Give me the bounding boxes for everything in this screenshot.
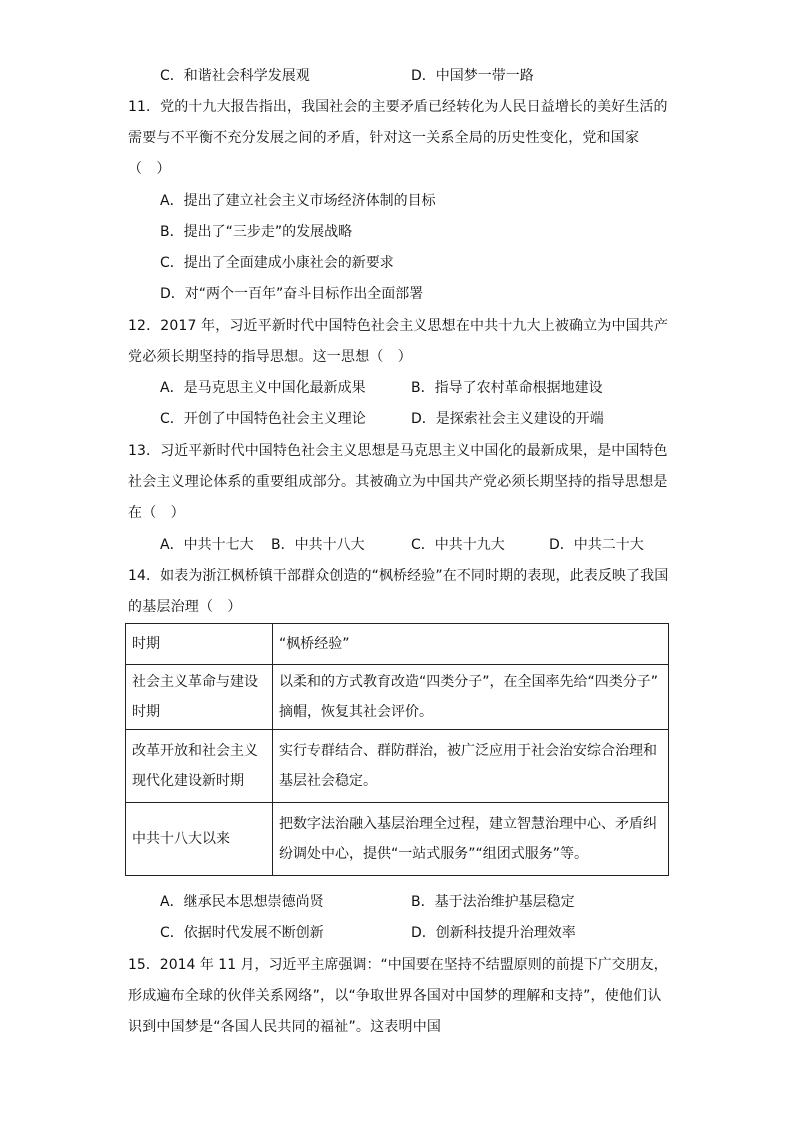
q13-stem-line1: 13．习近平新时代中国特色社会主义思想是马克思主义中国化的最新成果，是中国特色 (128, 443, 668, 459)
period-line: 现代化建设新时期 (132, 773, 244, 789)
content-line: 实行专群结合、群防群治，被广泛应用于社会治安综合治理和 (279, 743, 657, 759)
q14-option-a: A．继承民本思想崇德尚贤 (160, 894, 324, 910)
q12-option-b: B．指导了农村革命根据地建设 (411, 380, 603, 396)
q13-stem-line2: 社会主义理论体系的重要组成部分。其被确立为中国共产党必须长期坚持的指导思想是 (128, 474, 668, 490)
table-cell-content (273, 665, 669, 730)
q11-stem-line2: 需要与不平衡不充分发展之间的矛盾，针对这一关系全局的历史性变化，党和国家 (128, 130, 640, 146)
q14-option-c: C．依据时代发展不断创新 (160, 925, 324, 941)
content-line: 以柔和的方式教育改造“四类分子”，在全国率先给“四类分子” (279, 674, 659, 690)
q10-option-c: C．和谐社会科学发展观 (160, 68, 310, 84)
content-line: 纷调处中心，提供“一站式服务”“组团式服务”等。 (279, 846, 589, 862)
q15-stem-line3: 识到中国梦是“各国人民共同的福祉”。这表明中国 (128, 1019, 442, 1035)
table-header-period: 时期 (126, 624, 273, 665)
q12-stem-line1: 12．2017 年，习近平新时代中国特色社会主义思想在中共十九大上被确立为中国共产 (128, 318, 669, 334)
q11-option-b: B．提出了“三步走”的发展战略 (160, 224, 353, 240)
q12-option-d: D．是探索社会主义建设的开端 (411, 411, 604, 427)
content-line: 把数字法治融入基层治理全过程，建立智慧治理中心、矛盾纠 (279, 816, 657, 832)
q14-stem-line2: 的基层治理（ ） (128, 599, 242, 615)
table-cell-period (126, 730, 273, 803)
q11-option-c: C．提出了全面建成小康社会的新要求 (160, 255, 394, 271)
q13-option-a: A．中共十七大 (160, 537, 254, 553)
period-line: 时期 (132, 704, 160, 720)
q10-option-d: D．中国梦一带一路 (411, 68, 534, 84)
fengqiao-experience-table (125, 623, 669, 876)
q11-option-d: D．对“两个一百年”奋斗目标作出全面部署 (160, 286, 424, 302)
q15-stem-line1: 15．2014 年 11 月，习近平主席强调：“中国要在坚持不结盟原则的前提下广交朋友， (128, 957, 668, 973)
table-cell-content (273, 803, 669, 876)
table-cell-content (273, 730, 669, 803)
q12-option-c: C．开创了中国特色社会主义理论 (160, 411, 366, 427)
q14-stem-line1: 14．如表为浙江枫桥镇干部群众创造的“枫桥经验”在不同时期的表现，此表反映了我国 (128, 568, 669, 584)
table-header-experience: “枫桥经验” (273, 624, 669, 665)
table-header-row (126, 624, 669, 665)
table-cell-period (126, 803, 273, 876)
content-line: 基层社会稳定。 (279, 773, 377, 789)
period-line: 改革开放和社会主义 (132, 743, 258, 759)
q15-stem-line2: 形成遍布全球的伙伴关系网络”，以“争取世界各国对中国梦的理解和支持”，使他们认 (128, 988, 662, 1004)
period-line: 社会主义革命与建设 (132, 674, 258, 690)
table-row (126, 730, 669, 803)
q11-stem-line3: （ ） (128, 161, 171, 177)
table-row (126, 803, 669, 876)
q11-stem-line1: 11．党的十九大报告指出，我国社会的主要矛盾已经转化为人民日益增长的美好生活的 (128, 99, 668, 115)
q13-option-b: B．中共十八大 (271, 537, 365, 553)
period-line: 中共十八大以来 (132, 831, 230, 847)
q11-option-a: A．提出了建立社会主义市场经济体制的目标 (160, 193, 436, 209)
table-cell-period (126, 665, 273, 730)
table-row (126, 665, 669, 730)
q13-option-d: D．中共二十大 (549, 537, 644, 553)
q12-stem-line2: 党必须长期坚持的指导思想。这一思想（ ） (128, 349, 412, 365)
q13-option-c: C．中共十九大 (411, 537, 505, 553)
content-line: 摘帽，恢复其社会评价。 (279, 704, 433, 720)
q14-option-d: D．创新科技提升治理效率 (411, 925, 576, 941)
q12-option-a: A．是马克思主义中国化最新成果 (160, 380, 366, 396)
q14-option-b: B．基于法治维护基层稳定 (411, 894, 575, 910)
q13-stem-line3: 在（ ） (128, 505, 185, 521)
